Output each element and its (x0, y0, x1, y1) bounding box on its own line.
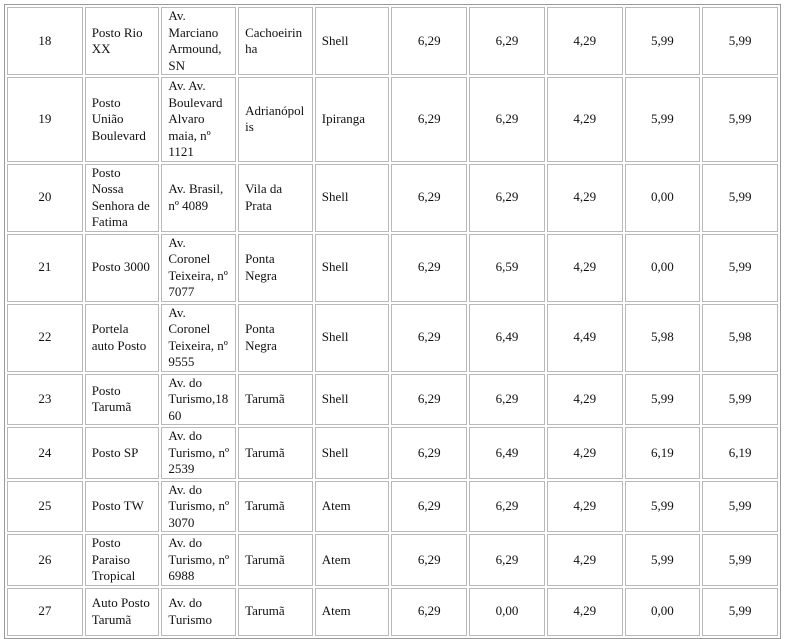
price-cell: 6,29 (469, 534, 545, 586)
station-address: Av. Coronel Teixeira, nº 7077 (161, 234, 236, 302)
price-cell: 6,29 (469, 481, 545, 533)
price-cell: 5,99 (702, 234, 778, 302)
station-brand: Atem (315, 588, 390, 636)
station-neighborhood: Cachoeirinha (238, 7, 313, 75)
price-cell: 6,49 (469, 304, 545, 372)
table-row (7, 7, 778, 75)
price-cell: 6,29 (469, 164, 545, 232)
station-name: Posto União Boulevard (85, 77, 160, 162)
station-address: Av. Av. Boulevard Alvaro maia, nº 1121 (161, 77, 236, 162)
station-number: 27 (7, 588, 83, 636)
price-cell: 6,29 (391, 77, 467, 162)
station-address: Av. Coronel Teixeira, nº 9555 (161, 304, 236, 372)
price-cell: 5,99 (625, 77, 701, 162)
station-number: 24 (7, 427, 83, 479)
price-cell: 5,99 (625, 481, 701, 533)
price-cell: 5,98 (702, 304, 778, 372)
station-neighborhood: Ponta Negra (238, 304, 313, 372)
price-cell: 4,29 (547, 588, 623, 636)
price-cell: 4,29 (547, 7, 623, 75)
station-brand: Ipiranga (315, 77, 390, 162)
station-neighborhood: Tarumã (238, 481, 313, 533)
price-cell: 6,29 (469, 7, 545, 75)
price-cell: 6,49 (469, 427, 545, 479)
price-cell: 0,00 (625, 234, 701, 302)
table-row (7, 481, 778, 533)
station-brand: Shell (315, 7, 390, 75)
price-cell: 6,29 (469, 77, 545, 162)
station-address: Av. do Turismo, nº 6988 (161, 534, 236, 586)
station-brand: Shell (315, 164, 390, 232)
price-cell: 6,29 (391, 304, 467, 372)
price-cell: 6,29 (391, 427, 467, 479)
price-cell: 6,29 (469, 374, 545, 426)
price-cell: 6,29 (391, 481, 467, 533)
station-name: Posto Tarumã (85, 374, 160, 426)
station-number: 21 (7, 234, 83, 302)
table-row (7, 374, 778, 426)
price-cell: 4,29 (547, 427, 623, 479)
station-address: Av. Marciano Armound, SN (161, 7, 236, 75)
station-address: Av. do Turismo, nº 3070 (161, 481, 236, 533)
station-number: 20 (7, 164, 83, 232)
price-cell: 4,49 (547, 304, 623, 372)
price-cell: 6,29 (391, 588, 467, 636)
station-number: 26 (7, 534, 83, 586)
table-row (7, 588, 778, 636)
price-cell: 6,29 (391, 374, 467, 426)
station-name: Posto SP (85, 427, 160, 479)
station-name: Posto 3000 (85, 234, 160, 302)
price-cell: 5,99 (702, 588, 778, 636)
price-cell: 6,29 (391, 7, 467, 75)
station-brand: Atem (315, 534, 390, 586)
price-cell: 4,29 (547, 164, 623, 232)
station-name: Portela auto Posto (85, 304, 160, 372)
station-neighborhood: Tarumã (238, 374, 313, 426)
price-cell: 5,99 (702, 481, 778, 533)
table-row (7, 304, 778, 372)
station-name: Posto Paraiso Tropical (85, 534, 160, 586)
station-number: 25 (7, 481, 83, 533)
price-cell: 6,29 (391, 234, 467, 302)
station-brand: Shell (315, 304, 390, 372)
price-cell: 6,59 (469, 234, 545, 302)
table-row (7, 427, 778, 479)
price-cell: 0,00 (469, 588, 545, 636)
station-address: Av. do Turismo, nº 2539 (161, 427, 236, 479)
price-cell: 0,00 (625, 164, 701, 232)
table-row (7, 164, 778, 232)
table-row (7, 77, 778, 162)
station-name: Posto TW (85, 481, 160, 533)
price-cell: 0,00 (625, 588, 701, 636)
station-neighborhood: Tarumã (238, 427, 313, 479)
price-cell: 5,99 (702, 374, 778, 426)
station-brand: Shell (315, 374, 390, 426)
station-name: Auto Posto Tarumã (85, 588, 160, 636)
price-cell: 6,29 (391, 164, 467, 232)
station-brand: Shell (315, 234, 390, 302)
price-cell: 5,99 (625, 534, 701, 586)
station-neighborhood: Vila da Prata (238, 164, 313, 232)
price-cell: 5,99 (702, 7, 778, 75)
station-neighborhood: Ponta Negra (238, 234, 313, 302)
station-neighborhood: Tarumã (238, 588, 313, 636)
station-name: Posto Nossa Senhora de Fatima (85, 164, 160, 232)
station-address: Av. Brasil, nº 4089 (161, 164, 236, 232)
price-cell: 5,99 (702, 164, 778, 232)
station-name: Posto Rio XX (85, 7, 160, 75)
price-cell: 5,99 (702, 534, 778, 586)
price-cell: 5,99 (625, 374, 701, 426)
station-address: Av. do Turismo (161, 588, 236, 636)
station-brand: Atem (315, 481, 390, 533)
price-cell: 6,19 (625, 427, 701, 479)
price-cell: 4,29 (547, 374, 623, 426)
station-number: 23 (7, 374, 83, 426)
station-neighborhood: Adrianópolis (238, 77, 313, 162)
station-brand: Shell (315, 427, 390, 479)
price-cell: 6,19 (702, 427, 778, 479)
station-neighborhood: Tarumã (238, 534, 313, 586)
fuel-price-table (4, 4, 781, 639)
price-cell: 4,29 (547, 77, 623, 162)
station-number: 22 (7, 304, 83, 372)
table-row (7, 534, 778, 586)
station-address: Av. do Turismo,1860 (161, 374, 236, 426)
station-number: 18 (7, 7, 83, 75)
price-cell: 5,98 (625, 304, 701, 372)
table-row (7, 234, 778, 302)
price-cell: 4,29 (547, 481, 623, 533)
price-cell: 4,29 (547, 534, 623, 586)
station-number: 19 (7, 77, 83, 162)
price-cell: 5,99 (625, 7, 701, 75)
price-cell: 5,99 (702, 77, 778, 162)
price-cell: 6,29 (391, 534, 467, 586)
price-cell: 4,29 (547, 234, 623, 302)
